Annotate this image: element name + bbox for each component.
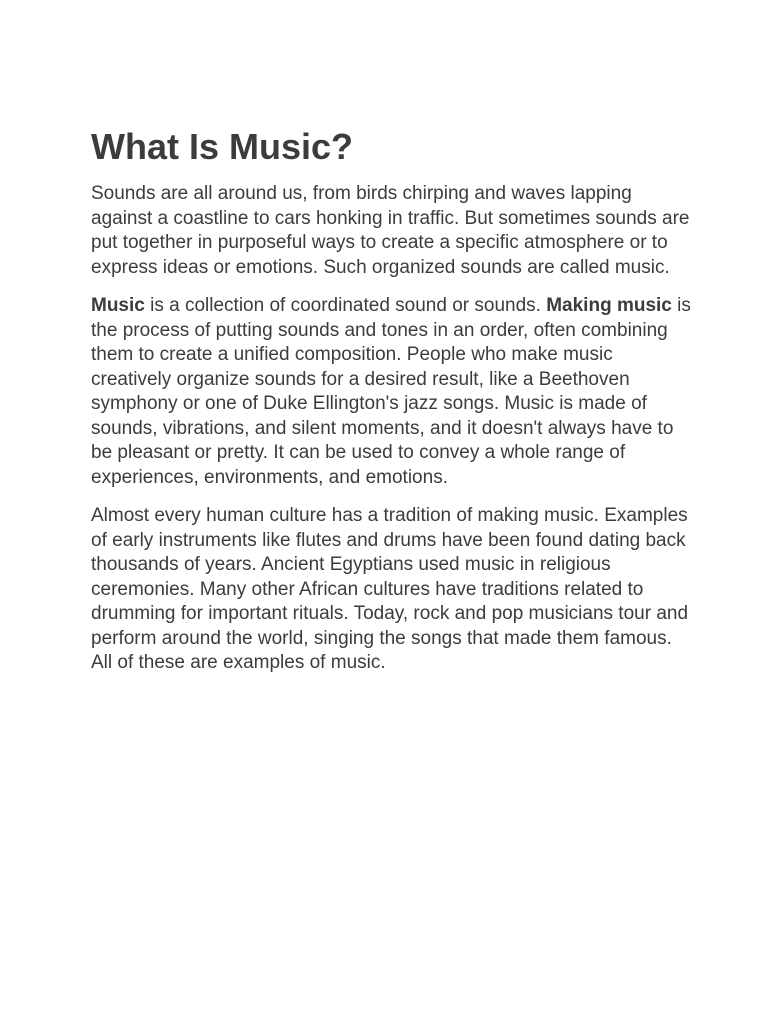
document-page	[91, 125, 691, 676]
term-making-music: Making music	[546, 295, 672, 316]
paragraph-intro: Sounds are all around us, from birds chirping and waves lapping against a coastline to cars honking in traffic. But sometimes sounds are put together in purposeful ways to create a specific atmosphere or to express ideas or emotions. Such organized sounds are called music.	[91, 183, 690, 278]
paragraph-definition	[91, 294, 691, 490]
paragraph-history: Almost every human culture has a tradition of making music. Examples of early instruments like flutes and drums have been found dating back thousands of years. Ancient Egyptians used music in religious ceremonies. Many other African cultures have traditions related to drumming for important rituals. Today, rock and pop musicians tour and perform around the world, singing the songs that made them famous. All of these are examples of music.	[91, 505, 689, 673]
page-title: What Is Music?	[91, 126, 354, 167]
definition-text-1: is a collection of coordinated sound or sounds.	[144, 295, 547, 316]
term-music: Music	[91, 295, 145, 316]
definition-text-2: is the process of putting sounds and tones in an order, often combining them to create a unified composition. People who make music creatively organize sounds for a desired result, like a Beethoven symphony or one of Duke Ellington's jazz songs. Music is made of sounds, vibrations, and silent moments, and it doesn't always have to be pleasant or pretty. It can be used to convey a whole range of experiences, environments, and emotions.	[91, 295, 691, 488]
